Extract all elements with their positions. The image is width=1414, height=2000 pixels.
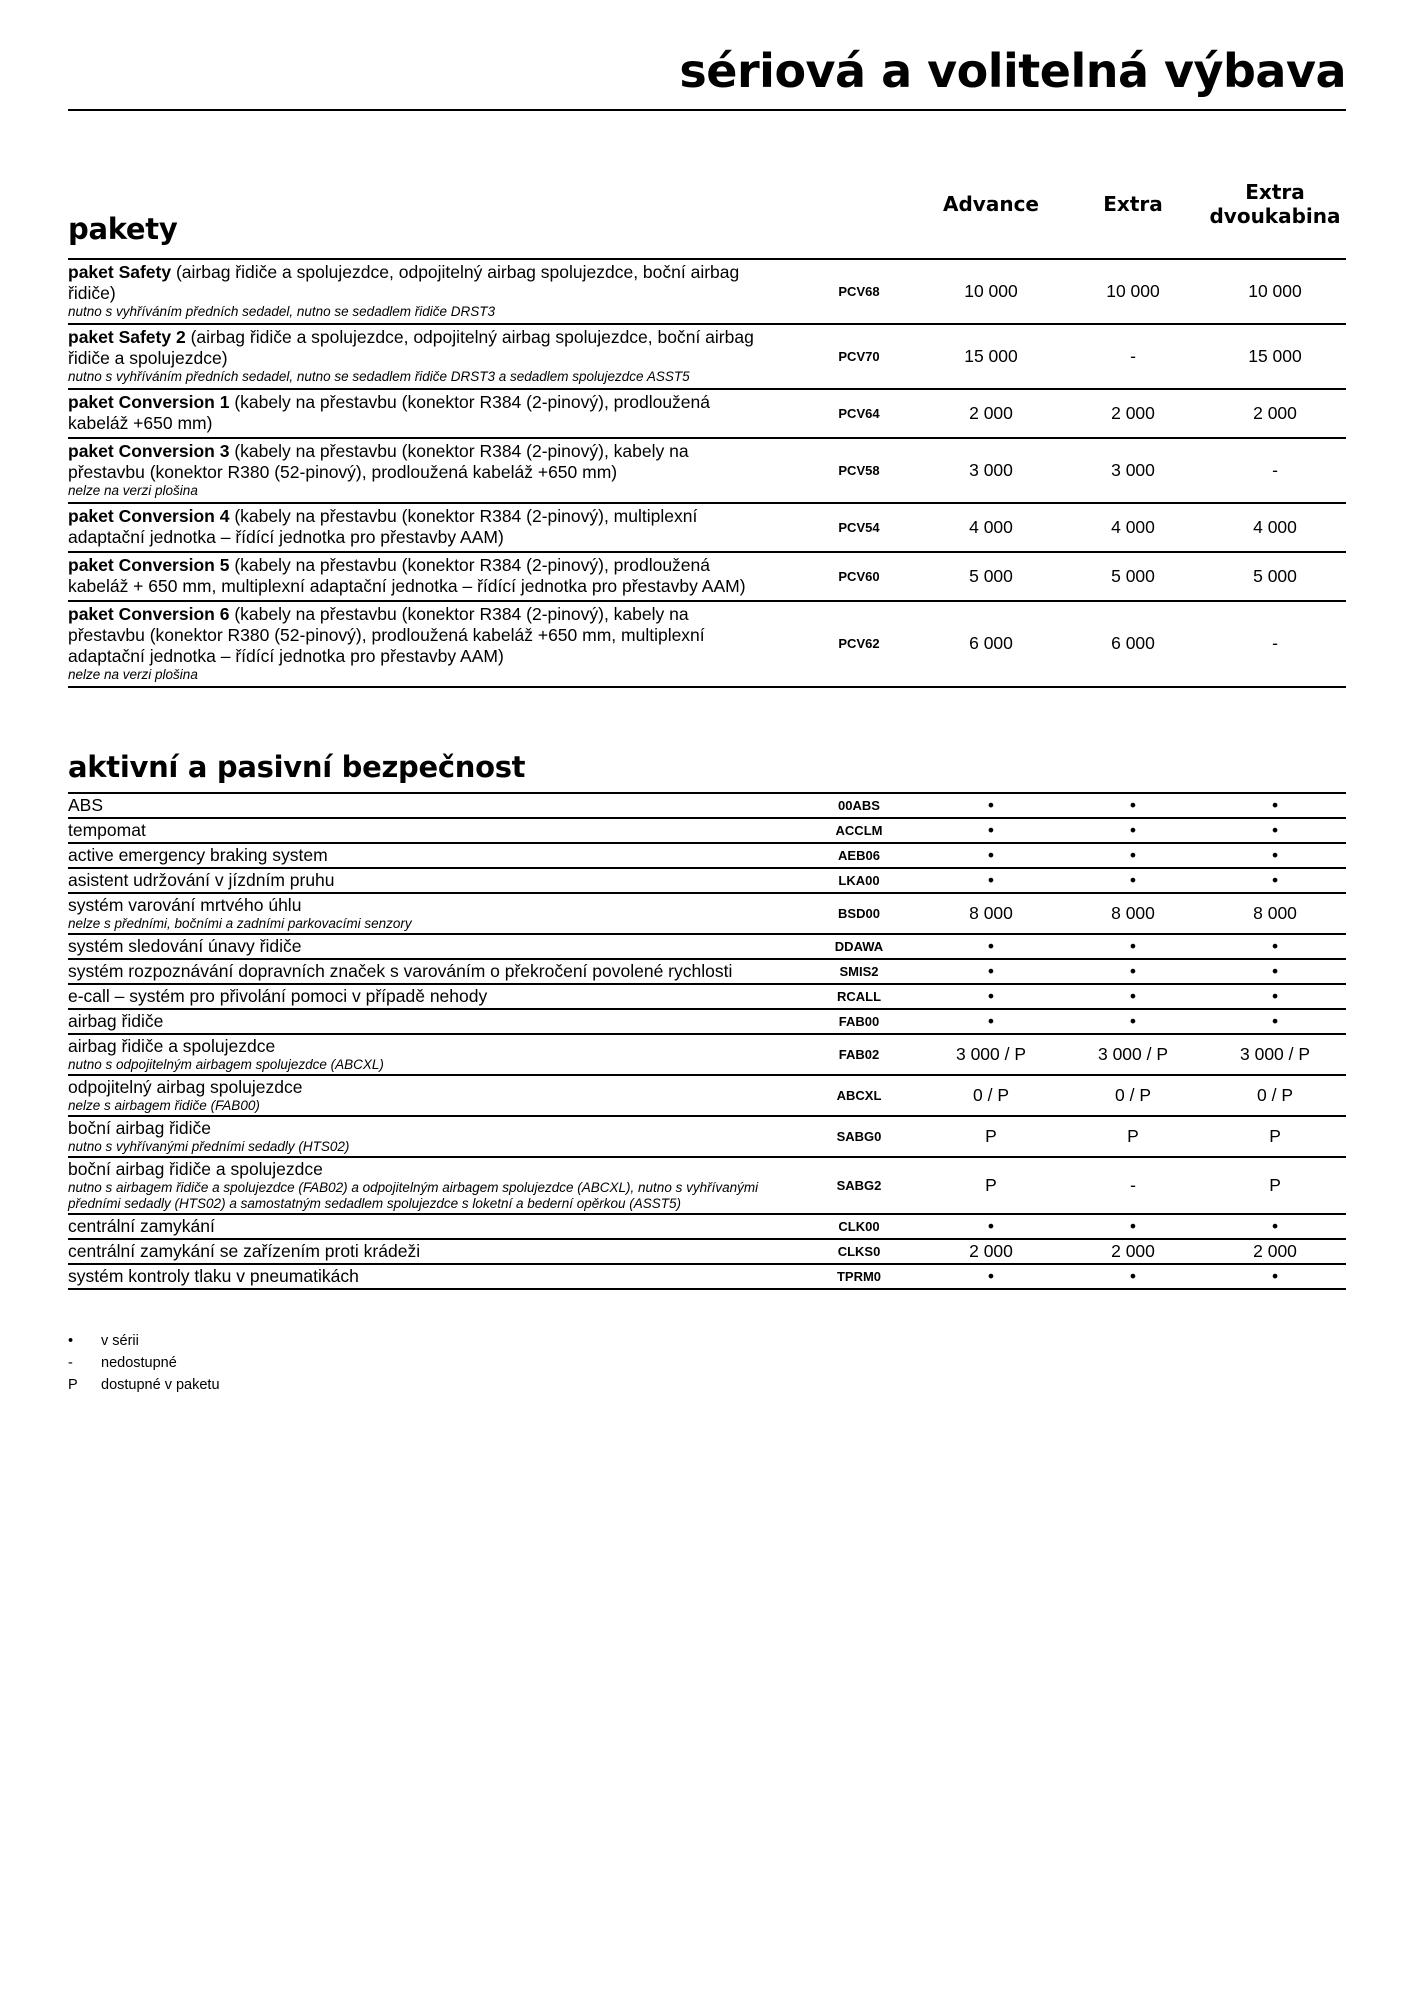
value-extra-dvoukabina: 0 / P (1204, 1075, 1346, 1116)
equipment-name: centrální zamykání (68, 1216, 215, 1236)
package-name: paket Conversion 4 (68, 506, 230, 526)
value-advance: 2 000 (920, 1239, 1062, 1264)
price-advance: 15 000 (920, 324, 1062, 389)
equipment-row (68, 843, 1346, 868)
option-code: PCV68 (798, 259, 920, 324)
package-name: paket Conversion 6 (68, 604, 230, 624)
value-extra-dvoukabina: • (1204, 843, 1346, 868)
value-extra-dvoukabina: • (1204, 1214, 1346, 1239)
option-code: PCV54 (798, 503, 920, 552)
option-code: DDAWA (798, 934, 920, 959)
equipment-row (68, 1214, 1346, 1239)
equipment-description (68, 1034, 798, 1075)
price-extra: 3 000 (1062, 438, 1204, 503)
equipment-name: centrální zamykání se zařízením proti krádeži (68, 1241, 421, 1261)
price-extra: 6 000 (1062, 601, 1204, 687)
price-advance: 5 000 (920, 552, 1062, 601)
equipment-description (68, 1075, 798, 1116)
option-code: FAB02 (798, 1034, 920, 1075)
equipment-description (68, 984, 798, 1009)
value-extra-dvoukabina: • (1204, 934, 1346, 959)
option-code: SABG0 (798, 1116, 920, 1157)
value-extra-dvoukabina: P (1204, 1157, 1346, 1214)
value-extra-dvoukabina: • (1204, 793, 1346, 818)
package-description (68, 389, 798, 438)
value-extra: • (1062, 934, 1204, 959)
equipment-note: nelze s předními, bočními a zadními parkovacími senzory (68, 916, 412, 931)
equipment-note: nelze s airbagem řidiče (FAB00) (68, 1098, 260, 1113)
equipment-note: nutno s airbagem řidiče a spolujezdce (FAB02) a odpojitelným airbagem spolujezdce (ABCXL), nutno s vyhřívanými předními sedadly (HTS02) a samostatným sedadlem spolujezdce s loketní a bederní opěrkou (ASST5) (68, 1180, 759, 1211)
value-extra-dvoukabina: • (1204, 818, 1346, 843)
equipment-description (68, 1264, 798, 1289)
package-name: paket Conversion 5 (68, 555, 230, 575)
equipment-description (68, 934, 798, 959)
package-description (68, 601, 798, 687)
package-contents: (airbag řidiče a spolujezdce, odpojitelný airbag spolujezdce, boční airbag řidiče) (68, 262, 740, 303)
legend-symbol: • (68, 1333, 74, 1349)
value-advance: • (920, 1009, 1062, 1034)
price-extra: 10 000 (1062, 259, 1204, 324)
safety-section-title: aktivní a pasivní bezpečnost (68, 740, 1346, 793)
option-code: BSD00 (798, 893, 920, 934)
code-column-header (798, 150, 920, 259)
price-extra-dvoukabina: 2 000 (1204, 389, 1346, 438)
equipment-description (68, 1157, 798, 1214)
equipment-name: active emergency braking system (68, 845, 328, 865)
value-extra: • (1062, 818, 1204, 843)
price-extra-dvoukabina: 4 000 (1204, 503, 1346, 552)
price-extra: 5 000 (1062, 552, 1204, 601)
package-contents: (kabely na přestavbu (konektor R384 (2-pinový), kabely na přestavbu (konektor R380 (52-pinový), prodloužená kabeláž +650 mm) (68, 441, 689, 482)
legend-symbol: P (68, 1377, 78, 1393)
value-extra-dvoukabina: • (1204, 1009, 1346, 1034)
option-code: CLKS0 (798, 1239, 920, 1264)
value-extra: 0 / P (1062, 1075, 1204, 1116)
equipment-description (68, 793, 798, 818)
safety-table (68, 740, 1346, 1290)
option-code: PCV70 (798, 324, 920, 389)
option-code: FAB00 (798, 1009, 920, 1034)
equipment-description (68, 893, 798, 934)
package-description (68, 324, 798, 389)
legend-item (68, 1330, 220, 1352)
option-code: AEB06 (798, 843, 920, 868)
value-extra: - (1062, 1157, 1204, 1214)
equipment-row (68, 1009, 1346, 1034)
value-extra: • (1062, 1264, 1204, 1289)
option-code: TPRM0 (798, 1264, 920, 1289)
packages-body (68, 259, 1346, 687)
legend-symbol: - (68, 1355, 73, 1371)
package-row (68, 324, 1346, 389)
equipment-description (68, 959, 798, 984)
safety-header-row (68, 740, 1346, 793)
packages-header-row (68, 150, 1346, 259)
value-advance: • (920, 1264, 1062, 1289)
package-description (68, 503, 798, 552)
value-extra: • (1062, 1009, 1204, 1034)
value-extra: 2 000 (1062, 1239, 1204, 1264)
legend-text: dostupné v paketu (101, 1377, 220, 1393)
equipment-row (68, 1075, 1346, 1116)
value-advance: • (920, 1214, 1062, 1239)
price-extra-dvoukabina: - (1204, 601, 1346, 687)
value-advance: P (920, 1116, 1062, 1157)
value-extra: 3 000 / P (1062, 1034, 1204, 1075)
value-extra: • (1062, 868, 1204, 893)
package-note: nutno s vyhříváním předních sedadel, nutno se sedadlem řidiče DRST3 a sedadlem spolujezdce ASST5 (68, 369, 690, 384)
price-extra: 4 000 (1062, 503, 1204, 552)
legend (68, 1330, 220, 1396)
value-extra: • (1062, 1214, 1204, 1239)
safety-body (68, 793, 1346, 1289)
value-extra-dvoukabina: • (1204, 868, 1346, 893)
equipment-name: tempomat (68, 820, 146, 840)
package-row (68, 259, 1346, 324)
legend-text: v sérii (101, 1333, 139, 1349)
package-contents: (kabely na přestavbu (konektor R384 (2-pinový), prodloužená kabeláž + 650 mm, multiplexní adaptační jednotka – řídící jednotka pro přestavby AAM) (68, 555, 746, 596)
value-extra: • (1062, 959, 1204, 984)
equipment-name: ABS (68, 795, 104, 815)
price-extra-dvoukabina: 10 000 (1204, 259, 1346, 324)
equipment-description (68, 1239, 798, 1264)
value-advance: 0 / P (920, 1075, 1062, 1116)
value-advance: • (920, 818, 1062, 843)
equipment-row (68, 868, 1346, 893)
equipment-row (68, 893, 1346, 934)
value-extra: • (1062, 984, 1204, 1009)
package-row (68, 389, 1346, 438)
package-row (68, 601, 1346, 687)
equipment-description (68, 818, 798, 843)
equipment-row (68, 1157, 1346, 1214)
equipment-description (68, 843, 798, 868)
package-contents: (kabely na přestavbu (konektor R384 (2-pinový), prodloužená kabeláž +650 mm) (68, 392, 710, 433)
legend-item (68, 1352, 220, 1374)
equipment-description (68, 1009, 798, 1034)
equipment-row (68, 1116, 1346, 1157)
column-header-extra-dvoukabina: Extra dvoukabina (1204, 150, 1346, 259)
equipment-row (68, 1264, 1346, 1289)
option-code: LKA00 (798, 868, 920, 893)
equipment-name: asistent udržování v jízdním pruhu (68, 870, 335, 890)
equipment-name: boční airbag řidiče (68, 1118, 211, 1138)
price-extra: 2 000 (1062, 389, 1204, 438)
price-advance: 3 000 (920, 438, 1062, 503)
value-advance: 3 000 / P (920, 1034, 1062, 1075)
equipment-row (68, 1034, 1346, 1075)
option-code: SABG2 (798, 1157, 920, 1214)
column-header-advance: Advance (920, 150, 1062, 259)
value-advance: • (920, 934, 1062, 959)
equipment-row (68, 984, 1346, 1009)
price-advance: 4 000 (920, 503, 1062, 552)
value-advance: • (920, 868, 1062, 893)
equipment-row (68, 793, 1346, 818)
value-extra: • (1062, 793, 1204, 818)
equipment-name: odpojitelný airbag spolujezdce (68, 1077, 303, 1097)
option-code: SMIS2 (798, 959, 920, 984)
value-advance: • (920, 843, 1062, 868)
equipment-name: airbag řidiče (68, 1011, 164, 1031)
option-code: ABCXL (798, 1075, 920, 1116)
value-advance: • (920, 793, 1062, 818)
package-description (68, 552, 798, 601)
package-name: paket Safety (68, 262, 172, 282)
package-description (68, 259, 798, 324)
price-advance: 10 000 (920, 259, 1062, 324)
title-divider (68, 109, 1346, 111)
value-extra-dvoukabina: 2 000 (1204, 1239, 1346, 1264)
price-extra-dvoukabina: 5 000 (1204, 552, 1346, 601)
equipment-name: airbag řidiče a spolujezdce (68, 1036, 276, 1056)
package-name: paket Safety 2 (68, 327, 186, 347)
package-contents: (kabely na přestavbu (konektor R384 (2-pinový), kabely na přestavbu (konektor R380 (52-pinový), prodloužená kabeláž +650 mm, multiplexní adaptační jednotka – řídící jednotka pro přestavby AAM) (68, 604, 705, 666)
page-title: sériová a volitelná výbava (679, 44, 1346, 98)
value-extra-dvoukabina: • (1204, 1264, 1346, 1289)
package-note: nelze na verzi plošina (68, 483, 198, 498)
option-code: ACCLM (798, 818, 920, 843)
equipment-note: nutno s odpojitelným airbagem spolujezdce (ABCXL) (68, 1057, 384, 1072)
price-extra-dvoukabina: 15 000 (1204, 324, 1346, 389)
price-extra-dvoukabina: - (1204, 438, 1346, 503)
equipment-name: systém sledování únavy řidiče (68, 936, 302, 956)
value-extra: 8 000 (1062, 893, 1204, 934)
option-code: 00ABS (798, 793, 920, 818)
equipment-description (68, 1116, 798, 1157)
equipment-description (68, 1214, 798, 1239)
equipment-name: systém kontroly tlaku v pneumatikách (68, 1266, 359, 1286)
equipment-name: boční airbag řidiče a spolujezdce (68, 1159, 323, 1179)
package-description (68, 438, 798, 503)
equipment-description (68, 868, 798, 893)
equipment-name: systém varování mrtvého úhlu (68, 895, 302, 915)
equipment-row (68, 1239, 1346, 1264)
package-row (68, 503, 1346, 552)
price-advance: 6 000 (920, 601, 1062, 687)
packages-section-title: pakety (68, 150, 798, 259)
package-row (68, 552, 1346, 601)
value-extra-dvoukabina: 3 000 / P (1204, 1034, 1346, 1075)
package-contents: (airbag řidiče a spolujezdce, odpojitelný airbag spolujezdce, boční airbag řidiče a spolujezdce) (68, 327, 754, 368)
price-advance: 2 000 (920, 389, 1062, 438)
value-extra-dvoukabina: • (1204, 984, 1346, 1009)
value-extra-dvoukabina: 8 000 (1204, 893, 1346, 934)
legend-text: nedostupné (101, 1355, 177, 1371)
value-extra-dvoukabina: P (1204, 1116, 1346, 1157)
value-advance: P (920, 1157, 1062, 1214)
packages-table (68, 150, 1346, 688)
package-contents: (kabely na přestavbu (konektor R384 (2-pinový), multiplexní adaptační jednotka – řídící jednotka pro přestavby AAM) (68, 506, 698, 547)
value-advance: • (920, 984, 1062, 1009)
price-extra: - (1062, 324, 1204, 389)
option-code: PCV60 (798, 552, 920, 601)
equipment-note: nutno s vyhřívanými předními sedadly (HTS02) (68, 1139, 350, 1154)
legend-item (68, 1374, 220, 1396)
option-code: CLK00 (798, 1214, 920, 1239)
value-extra: P (1062, 1116, 1204, 1157)
value-extra-dvoukabina: • (1204, 959, 1346, 984)
option-code: RCALL (798, 984, 920, 1009)
column-header-extra: Extra (1062, 150, 1204, 259)
value-advance: • (920, 959, 1062, 984)
option-code: PCV58 (798, 438, 920, 503)
equipment-row (68, 818, 1346, 843)
equipment-row (68, 959, 1346, 984)
option-code: PCV64 (798, 389, 920, 438)
value-extra: • (1062, 843, 1204, 868)
package-name: paket Conversion 3 (68, 441, 230, 461)
option-code: PCV62 (798, 601, 920, 687)
package-row (68, 438, 1346, 503)
equipment-name: e-call – systém pro přivolání pomoci v případě nehody (68, 986, 488, 1006)
package-name: paket Conversion 1 (68, 392, 230, 412)
package-note: nutno s vyhříváním předních sedadel, nutno se sedadlem řidiče DRST3 (68, 304, 495, 319)
package-note: nelze na verzi plošina (68, 667, 198, 682)
equipment-name: systém rozpoznávání dopravních značek s varováním o překročení povolené rychlosti (68, 961, 733, 981)
value-advance: 8 000 (920, 893, 1062, 934)
equipment-row (68, 934, 1346, 959)
